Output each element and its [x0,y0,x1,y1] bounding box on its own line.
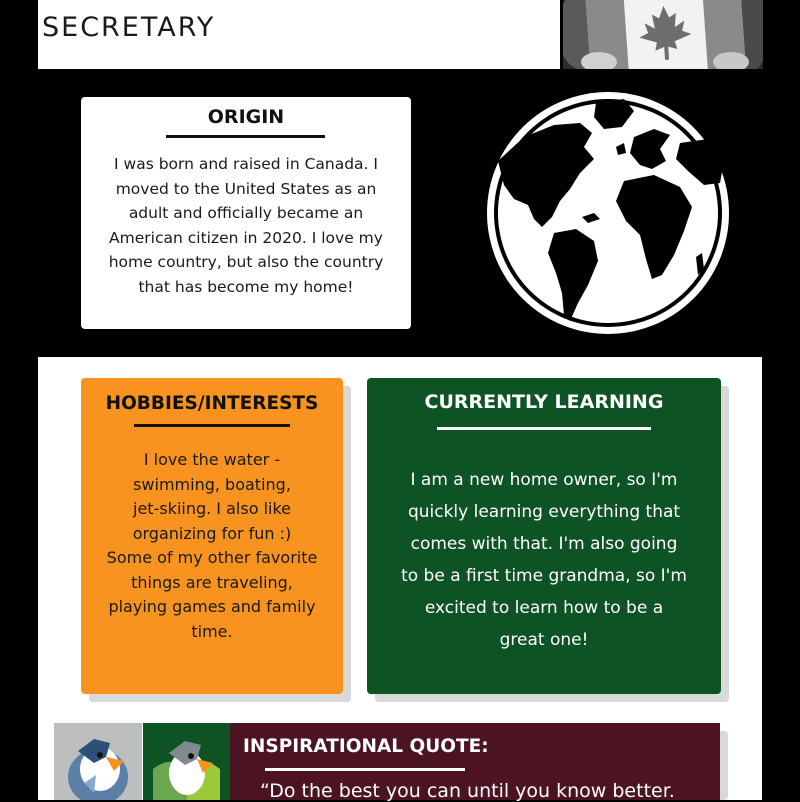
origin-divider [166,135,325,138]
learning-heading: CURRENTLY LEARNING [424,391,664,413]
hobbies-line: Some of my other favorite [106,548,318,567]
hobbies-heading: HOBBIES/INTERESTS [105,393,319,414]
eagle-logo-gray [54,723,142,800]
hobbies-card [81,378,343,694]
origin-line: American citizen in 2020. I love my [109,228,383,247]
hobbies-text [81,448,343,644]
globe-icon [484,89,732,337]
origin-line: I was born and raised in Canada. I [114,155,378,173]
quote-text: “Do the best you can until you know better. [260,780,675,802]
hobbies-divider [134,424,290,427]
learning-line: quickly learning everything that [407,502,681,522]
hobbies-line: things are traveling, [131,572,293,592]
origin-line: moved to the United States as an [115,179,377,198]
origin-line: adult and officially became an [128,204,364,222]
learning-line: excited to learn how to be a [424,598,664,618]
origin-line: that has become my home! [138,277,354,296]
quote-divider [265,768,465,771]
origin-line: home country, but also the country [108,253,384,271]
quote-heading: INSPIRATIONAL QUOTE: [243,736,489,757]
origin-card [81,97,411,329]
origin-text [81,152,411,299]
hobbies-line: time. [191,621,233,641]
role-title: SECRETARY [42,12,216,43]
learning-line: to be a first time grandma, so I'm [401,566,687,586]
learning-line: comes with that. I'm also going [410,534,678,554]
learning-line: I am a new home owner, so I'm [410,470,678,490]
quote-card [230,723,720,800]
learning-card [367,378,721,694]
hobbies-line: swimming, boating, [133,474,291,494]
hobbies-line: I love the water - [143,450,281,469]
hobbies-line: playing games and family [108,597,316,616]
eagle-logo-green [143,723,230,800]
learning-line: great one! [499,630,589,650]
hobbies-line: jet-skiing. I also like [133,499,291,518]
learning-text [367,464,721,656]
hobbies-line: organizing for fun :) [132,523,292,543]
learning-divider [437,427,651,430]
origin-heading: ORIGIN [207,106,285,128]
canada-flag-photo [563,0,763,69]
